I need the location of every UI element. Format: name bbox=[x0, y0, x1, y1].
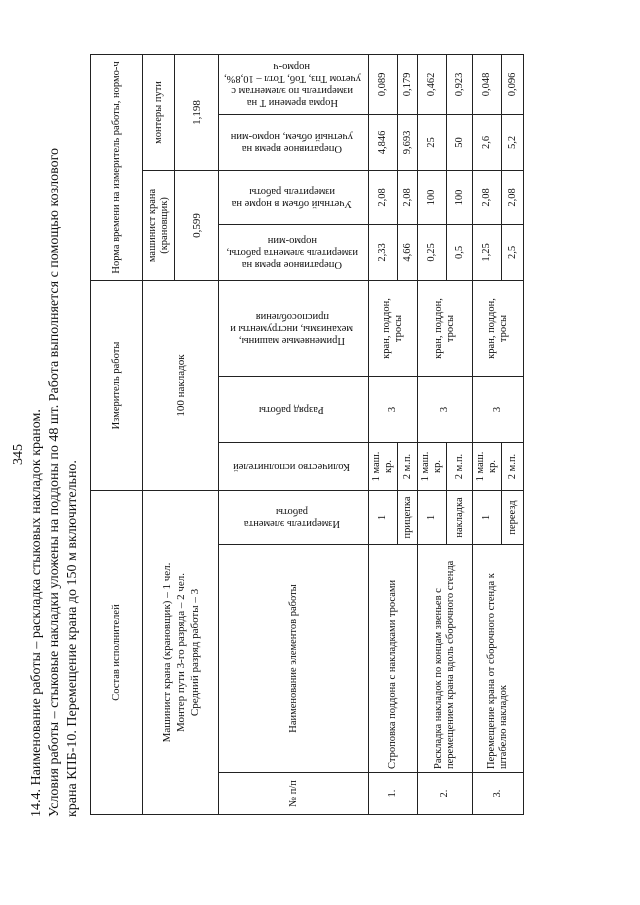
meter-unit: переезд bbox=[502, 491, 524, 545]
meter-unit: прицепка bbox=[398, 491, 418, 545]
volume: 100 bbox=[418, 170, 447, 224]
executors: 1 маш. кр. bbox=[418, 443, 447, 491]
norm-t: 0,462 bbox=[418, 54, 447, 114]
grade: 3 bbox=[473, 377, 524, 443]
row-number: 1. bbox=[369, 773, 418, 815]
norm-t: 0,096 bbox=[502, 54, 524, 114]
track-fitters-header: монтеры пути bbox=[143, 54, 175, 170]
machines: кран, поддон, тросы bbox=[369, 280, 418, 376]
op-time: 2,5 bbox=[502, 224, 524, 280]
element-name: Строповка поддона с накладками тросами bbox=[369, 545, 418, 773]
element-name-header: Наименование элементов работы bbox=[219, 545, 369, 773]
work-meter-header: Измеритель работы bbox=[91, 280, 143, 490]
op-volume: 50 bbox=[447, 114, 473, 170]
crane-operator-header: машинист крана (крановщик) bbox=[143, 170, 175, 280]
norm-time-header: Норма времени на измеритель работы, нормо-ч bbox=[91, 54, 143, 280]
executors: 2 м.п. bbox=[502, 443, 524, 491]
op-volume: 4,846 bbox=[369, 114, 398, 170]
heading-line-1: 14.4. Наименование работы – раскладка стыковых накладок краном. bbox=[29, 409, 44, 817]
heading-line-2: Условия работы – стыковые накладки уложены на поддоны по 48 шт. Работа выполняется с помощью козлового bbox=[47, 147, 62, 817]
op-time-element-header: Оперативное время на измеритель элемента работы, нормо-мин bbox=[219, 224, 369, 280]
norm-table bbox=[90, 54, 524, 815]
norm-t: 0,089 bbox=[369, 54, 398, 114]
volume: 2,08 bbox=[502, 170, 524, 224]
element-name: Перемещение крана от сборочного стенда к штабелю накладок bbox=[473, 545, 524, 773]
op-time-count-header: Оперативное время на учетный объем, нормо-мин bbox=[219, 114, 369, 170]
table-row bbox=[369, 54, 398, 814]
composition-cell: Машинист крана (крановщик) – 1 чел. Монтер пути 3-го разряда – 2 чел. Средний разряд работы – 3 bbox=[143, 491, 219, 815]
volume: 2,08 bbox=[398, 170, 418, 224]
composition-header: Состав исполнителей bbox=[91, 491, 143, 815]
element-name: Раскладка накладок по концам звеньев с перемещением крана вдоль сборочного стенда bbox=[418, 545, 473, 773]
grade-header: Разряд работы bbox=[219, 377, 369, 443]
executors-count-header: Количество исполнителей bbox=[219, 443, 369, 491]
op-time: 1,25 bbox=[473, 224, 502, 280]
norm-time-t-header: Норма времени Т на измеритель по элементам с учетом Тпз, Тоб, Тотл – 10,8%, нормо-ч bbox=[219, 54, 369, 114]
heading-line-3: крана КПБ-10. Перемещение крана до 150 м включительно. bbox=[65, 460, 80, 817]
norm-t: 0,179 bbox=[398, 54, 418, 114]
element-meter-header: Измеритель элемента работы bbox=[219, 491, 369, 545]
op-time: 0,25 bbox=[418, 224, 447, 280]
crane-norm-value: 0,599 bbox=[175, 170, 219, 280]
op-volume: 2,6 bbox=[473, 114, 502, 170]
executors: 1 маш. кр. bbox=[473, 443, 502, 491]
op-volume: 9,693 bbox=[398, 114, 418, 170]
executors: 2 м.п. bbox=[398, 443, 418, 491]
executors: 2 м.п. bbox=[447, 443, 473, 491]
page-number: 345 bbox=[11, 444, 26, 465]
op-time: 2,33 bbox=[369, 224, 398, 280]
meter-count: 1 bbox=[418, 491, 447, 545]
num-header: № п/п bbox=[219, 773, 369, 815]
meter-count: 1 bbox=[369, 491, 398, 545]
norm-t: 0,923 bbox=[447, 54, 473, 114]
op-volume: 25 bbox=[418, 114, 447, 170]
meter-count: 1 bbox=[473, 491, 502, 545]
grade: 3 bbox=[369, 377, 418, 443]
executors: 1 маш. кр. bbox=[369, 443, 398, 491]
machines-header: Применяемые машины, механизмы, инструменты и приспособления bbox=[219, 280, 369, 376]
table-row bbox=[473, 54, 502, 814]
work-meter-value: 100 накладок bbox=[143, 280, 219, 490]
count-volume-header: Учетный объем в норме на измеритель работы bbox=[219, 170, 369, 224]
table-row bbox=[418, 54, 447, 814]
volume: 2,08 bbox=[473, 170, 502, 224]
grade: 3 bbox=[418, 377, 473, 443]
op-time: 0,5 bbox=[447, 224, 473, 280]
machines: кран, поддон, тросы bbox=[473, 280, 524, 376]
volume: 100 bbox=[447, 170, 473, 224]
row-number: 2. bbox=[418, 773, 473, 815]
fitters-norm-value: 1,198 bbox=[175, 54, 219, 170]
op-time: 4,66 bbox=[398, 224, 418, 280]
volume: 2,08 bbox=[369, 170, 398, 224]
row-number: 3. bbox=[473, 773, 524, 815]
norm-t: 0,048 bbox=[473, 54, 502, 114]
op-volume: 5,2 bbox=[502, 114, 524, 170]
meter-unit: накладка bbox=[447, 491, 473, 545]
machines: кран, поддон, тросы bbox=[418, 280, 473, 376]
